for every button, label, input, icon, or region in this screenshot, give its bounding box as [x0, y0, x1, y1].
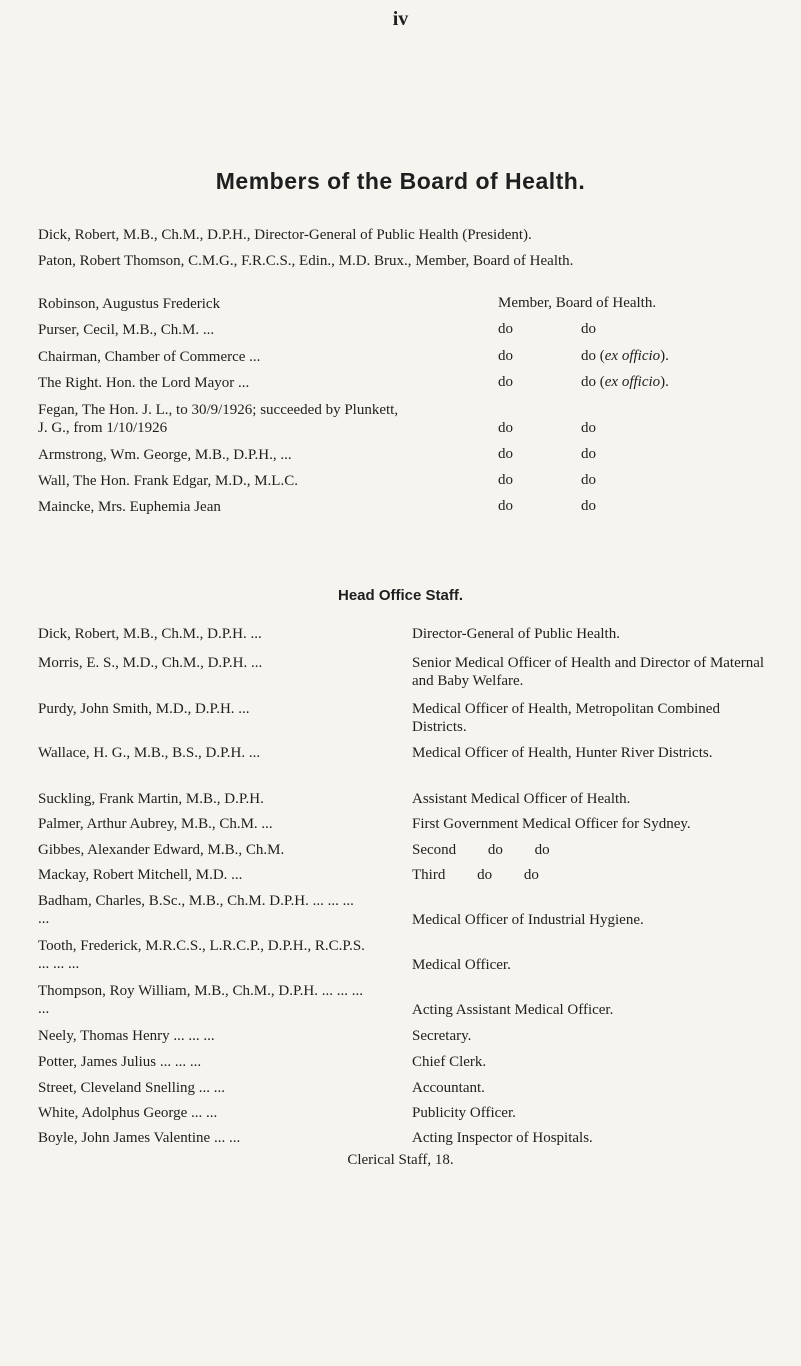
staff-name: Suckling, Frank Martin, M.B., D.P.H.	[38, 791, 264, 807]
member-name: Chairman, Chamber of Commerce ...	[38, 349, 261, 365]
staff-role: Medical Officer of Industrial Hygiene.	[412, 912, 644, 928]
staff-name: Tooth, Frederick, M.R.C.S., L.R.C.P., D.P.H., R.C.P.S. ... ... ...	[38, 938, 365, 972]
member-name: Armstrong, Wm. George, M.B., D.P.H., ...	[38, 447, 292, 463]
page-number: iv	[392, 8, 409, 30]
member-role: do	[498, 374, 513, 390]
staff-name: Thompson, Roy William, M.B., Ch.M., D.P.H. ... ... ... ...	[38, 983, 363, 1017]
staff-name: White, Adolphus George ... ...	[38, 1105, 218, 1121]
staff-name: Purdy, John Smith, M.D., D.P.H. ...	[38, 701, 250, 717]
member-role-detail: do (ex officio).	[581, 374, 669, 390]
member-name: The Right. Hon. the Lord Mayor ...	[38, 375, 250, 391]
staff-name: Badham, Charles, B.Sc., M.B., Ch.M. D.P.H. ... ... ... ...	[38, 893, 354, 927]
member-role: do	[498, 321, 513, 337]
member-role-detail: do (ex officio).	[581, 348, 669, 364]
staff-name: Potter, James Julius ... ... ...	[38, 1054, 202, 1070]
staff-name: Dick, Robert, M.B., Ch.M., D.P.H. ...	[38, 626, 262, 642]
member-role: do	[498, 472, 513, 488]
staff-role: Medical Officer.	[412, 957, 511, 973]
staff-role: Medical Officer of Health, Hunter River Districts.	[412, 745, 713, 761]
member-role-detail: do	[581, 446, 596, 462]
member-role: Member, Board of Health.	[498, 295, 657, 311]
member-name: Wall, The Hon. Frank Edgar, M.D., M.L.C.	[38, 473, 298, 489]
staff-role: First Government Medical Officer for Sydney.	[412, 816, 691, 832]
staff-role: Medical Officer of Health, Metropolitan Combined Districts.	[412, 701, 720, 735]
staff-role: Secretary.	[412, 1028, 472, 1044]
staff-role: Director-General of Public Health.	[412, 626, 620, 642]
member-role-detail: do	[581, 472, 596, 488]
staff-name: Palmer, Arthur Aubrey, M.B., Ch.M. ...	[38, 816, 273, 832]
staff-name: Boyle, John James Valentine ... ...	[38, 1130, 241, 1146]
board-title: Members of the Board of Health.	[215, 168, 586, 194]
member-name: Purser, Cecil, M.B., Ch.M. ...	[38, 322, 215, 338]
staff-name: Gibbes, Alexander Edward, M.B., Ch.M.	[38, 842, 285, 858]
member-name: Robinson, Augustus Frederick	[38, 296, 221, 312]
staff-name: Mackay, Robert Mitchell, M.D. ...	[38, 867, 243, 883]
member-role: do	[498, 420, 513, 436]
member-name: Maincke, Mrs. Euphemia Jean	[38, 499, 221, 515]
staff-role: Chief Clerk.	[412, 1054, 487, 1070]
member-name: Fegan, The Hon. J. L., to 30/9/1926; succeeded by Plunkett, J. G., from 1/10/1926	[38, 402, 399, 436]
staff-role: Senior Medical Officer of Health and Director of Maternal and Baby Welfare.	[412, 655, 765, 689]
member-role-detail: do	[581, 498, 596, 514]
staff-role: Accountant.	[412, 1080, 485, 1096]
staff-title: Head Office Staff.	[337, 587, 464, 604]
staff-name: Wallace, H. G., M.B., B.S., D.P.H. ...	[38, 745, 261, 761]
member-role: do	[498, 348, 513, 364]
staff-name: Street, Cleveland Snelling ... ...	[38, 1080, 226, 1096]
clerical-staff-count: Clerical Staff, 18.	[347, 1152, 454, 1168]
board-intro-member: Paton, Robert Thomson, C.M.G., F.R.C.S., Edin., M.D. Brux., Member, Board of Health.	[38, 253, 574, 269]
member-role-detail: do	[581, 420, 596, 436]
staff-name: Morris, E. S., M.D., Ch.M., D.P.H. ...	[38, 655, 263, 671]
member-role: do	[498, 446, 513, 462]
member-role: do	[498, 498, 513, 514]
staff-role: Publicity Officer.	[412, 1105, 516, 1121]
staff-role: Acting Assistant Medical Officer.	[412, 1002, 614, 1018]
board-intro-president: Dick, Robert, M.B., Ch.M., D.P.H., Director-General of Public Health (President).	[38, 227, 532, 243]
staff-role: Third do do	[412, 867, 539, 883]
staff-role: Assistant Medical Officer of Health.	[412, 791, 631, 807]
member-role-detail: do	[581, 321, 596, 337]
staff-role: Acting Inspector of Hospitals.	[412, 1130, 593, 1146]
staff-name: Neely, Thomas Henry ... ... ...	[38, 1028, 215, 1044]
staff-role: Second do do	[412, 842, 550, 858]
